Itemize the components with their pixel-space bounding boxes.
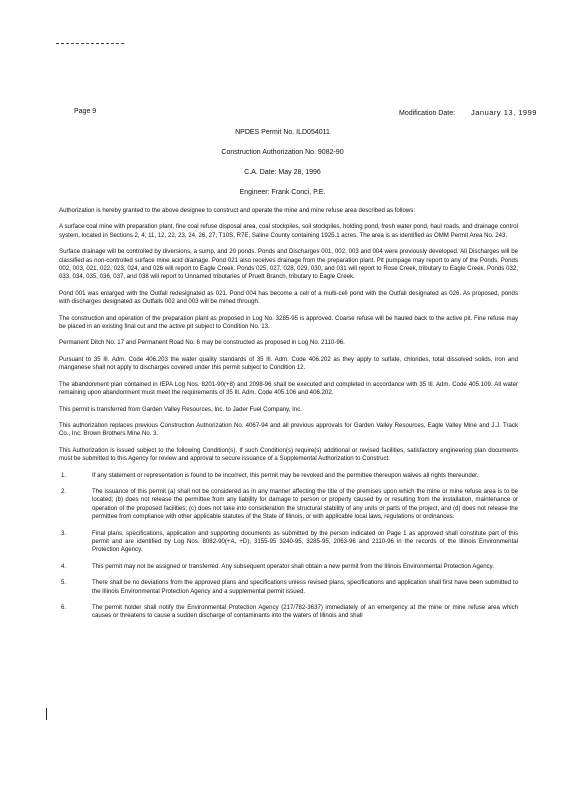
permit-number: NPDES Permit No. ILD054011 (235, 129, 330, 136)
modification-date-label: Modification Date: (399, 110, 456, 117)
engineer: Engineer: Frank Conci, P.E. (239, 189, 326, 196)
paragraph: Surface drainage will be controlled by diversions, a sump, and 20 ponds. Ponds and Discharges 001, 002, 003 and 004 were previously developed. All Discharges will be classified as non-controlled surface mine acid drainage. Pond 021 also receives drainage from the preparation plant. Pit pumpage may report to any of the Ponds. Ponds 002, 003, 021, 022, 023, 024, and 026 will report to Eagle Creek. Ponds 025, 027, 028, 029, 030, and 031 will report to Rose Creek, tributary to Eagle Creek. Ponds 032, 033, 034, 035, 036, 037, and 038 will report to Unnamed tributaries of Pruett Branch, tributary to Eagle Creek. (59, 248, 518, 281)
margin-mark (46, 708, 47, 720)
condition-number: 4. (61, 562, 67, 570)
modification-date (399, 108, 537, 117)
paragraph: This Authorization is issued subject to the following Condition(s). If such Condition(s) require(s) additional or revised facilities, satisfactory engineering plan documents must be submitted to this Agency for review and approval to secure issuance of a Supplemental Authorization to Construct. (59, 446, 518, 463)
condition-text: If any statement or representation is found to be incorrect, this permit may be revoked and the permittee thereupon waives all rights thereunder. (92, 471, 479, 479)
condition-number: 3. (61, 529, 67, 537)
paragraph: Pond 001 was enlarged with the Outfall redesignated as 021. Pond 004 has become a cell of a multi-cell pond with the Outfall designated as 026. As proposed, ponds with discharges designated as Outfalls 002 and 003 will be mined through. (59, 289, 518, 306)
paragraph: Authorization is hereby granted to the above designee to construct and operate the mine and mine refuse area described as follows: (59, 207, 416, 214)
condition-text: Final plans, specifications, application and supporting documents as submitted by the person indicated on Page 1 as approved shall constitute part of this permit and are identified by Log Nos. 8082-90(+A, +D), 3155-95 3240-95, 3285-95, 2063-96 and 2110-96 in the records of the Illinois Environmental Protection Agency. (92, 529, 518, 554)
condition-number: 2. (61, 487, 67, 495)
paragraph: The construction and operation of the preparation plant as proposed in Log No. 3285-95 is approved. Coarse refuse will be hauled back to the active pit. Fine refuse may be placed in an existing final cut and the active pit subject to Condition No. 13. (59, 314, 518, 331)
condition-item (59, 563, 518, 571)
condition-item (59, 579, 518, 596)
condition-text: The issuance of this permit (a) shall not be considered as in any manner affecting the title of the premises upon which the mine or mine refuse area is to be located; (b) does not release the permittee from any liability for damage to person or property caused by or resulting from the installation, maintenance or operation of the proposed facilities; (c) does not take into consideration the structural stability of any units or parts of the project, and (d) does not release the permittee from compliance with other applicable statutes of the State of Illinois, or with applicable local laws, regulations or ordinances. (92, 487, 518, 521)
paragraph: This authorization replaces previous Construction Authorization No. 4067-94 and all previous approvals for Garden Valley Resources, Eagle Valley Mine and J.J. Track Co., Inc. Brown Brothers Mine No. 3. (59, 421, 518, 438)
condition-item (59, 488, 518, 522)
condition-number: 5. (61, 579, 67, 587)
condition-item (59, 604, 518, 621)
modification-date-value: January 13, 1999 (470, 108, 537, 117)
condition-number: 1. (61, 471, 67, 479)
condition-item (59, 530, 518, 555)
document-body (59, 207, 518, 629)
paragraph: Permanent Ditch No. 17 and Permanent Road No. 6 may be constructed as proposed in Log No. 2110-96. (59, 339, 345, 347)
condition-item (59, 472, 518, 480)
paragraph: Pursuant to 35 Ill. Adm. Code 406.203 the water quality standards of 35 Ill. Adm. Code 406.202 as they apply to sulfate, chlorides, total dissolved solids, iron and manganese shall not apply to discharges covered under this permit subject to Condition 12. (59, 355, 518, 372)
scan-artifact-line (56, 43, 124, 44)
paragraph: The abandonment plan contained in IEPA Log Nos. 8201-90(+8) and 2098-96 shall be executed and completed in accordance with 35 Ill. Adm. Code 405.109. All water remaining upon abandonment must meet the requirements of 35 Ill. Adm. Code 405.106 and 406.202. (59, 380, 518, 397)
condition-text: This permit may not be assigned or transferred. Any subsequent operator shall obtain a new permit from the Illinois Environmental Protection Agency. (92, 562, 494, 570)
condition-text: There shall be no deviations from the approved plans and specifications unless revised plans, specifications and application shall first have been submitted to the Illinois Environmental Protection Agency and a supplemental permit issued. (92, 579, 518, 595)
condition-text: The permit holder shall notify the Environmental Protection Agency (217/782-3637) immediately of an emergency at the mine or mine refuse area which causes or threatens to cause a sudden discharge of contaminants into the waters of Illinois and shall (92, 604, 518, 620)
page-number: Page 9 (74, 108, 97, 115)
permit-title-block (0, 128, 565, 208)
paragraph: This permit is transferred from Garden Valley Resources, Inc. to Jader Fuel Company, Inc. (59, 405, 302, 413)
construction-authorization: Construction Authorization No. 9082-90 (221, 149, 344, 156)
ca-date: C.A. Date: May 28, 1996 (244, 169, 321, 176)
paragraph: A surface coal mine with preparation plant, fine coal refuse disposal area, coal stockpiles, soil stockpiles, holding pond, fresh water pond, haul roads, and drainage control system, located in Sections 2, 4, 11, 12, 22, 23, 24, 26, 27, T10S, R7E, Saline County containing 1925.1 acres. The area is as identified as OMM Permit Area No. 243. (59, 223, 518, 239)
condition-number: 6. (61, 604, 67, 611)
conditions-list (59, 472, 518, 621)
